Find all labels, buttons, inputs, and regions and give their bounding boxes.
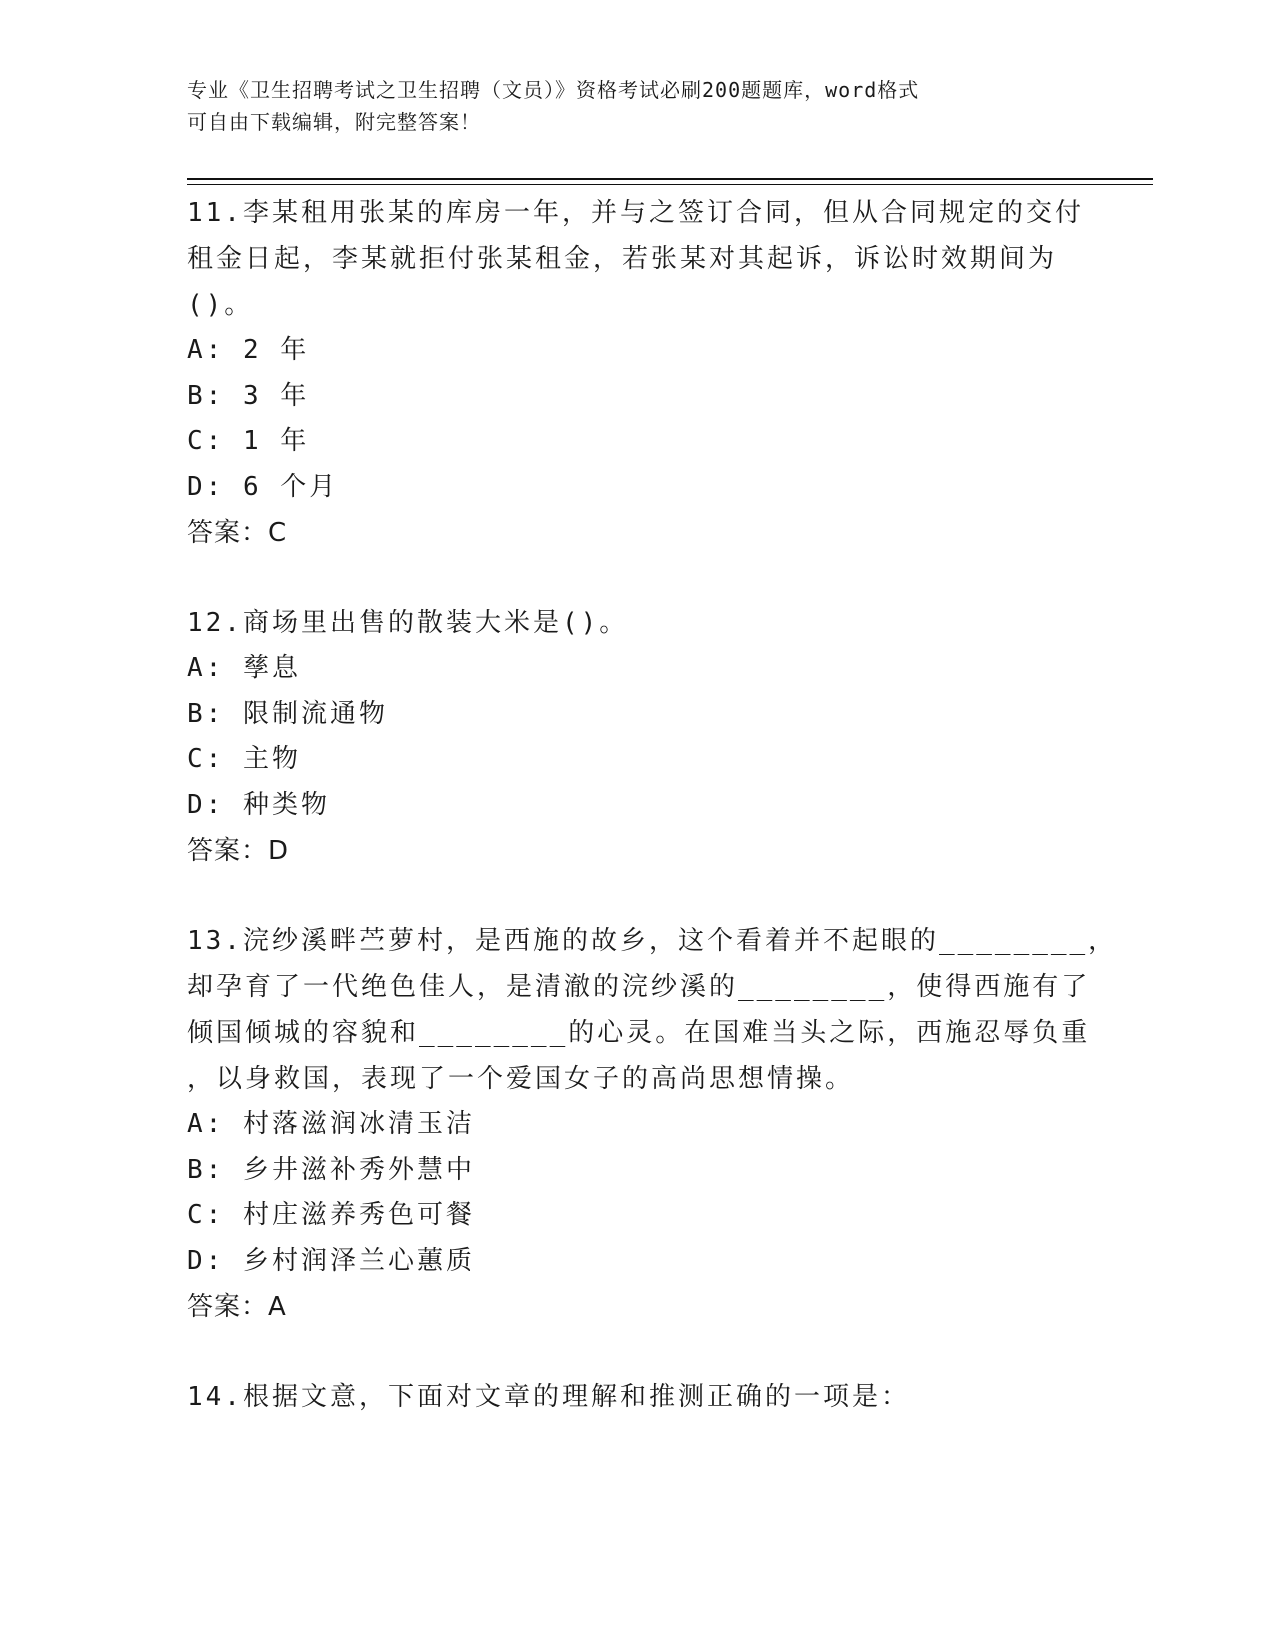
answer-line: 答案：C [187, 518, 288, 548]
option-c: C: 村庄滋养秀色可餐 [187, 1200, 475, 1230]
spacer [187, 556, 1087, 600]
spacer [187, 874, 1087, 918]
question-text-line: 11.李某租用张某的库房一年，并与之签订合同，但从合同规定的交付 [187, 198, 1084, 228]
question-text-line: 12.商场里出售的散装大米是()。 [187, 608, 629, 638]
option-d: D: 乡村润泽兰心蕙质 [187, 1245, 475, 1276]
spacer [187, 1330, 1087, 1374]
header-line: 可自由下载编辑，附完整答案！ [187, 110, 481, 134]
header-divider-thin [187, 184, 1153, 185]
option-c: C: 1 年 [187, 426, 310, 456]
header-line: 专业《卫生招聘考试之卫生招聘（文员）》资格考试必刷200题题库，word格式 [187, 78, 920, 102]
answer-line: 答案：D [187, 836, 290, 866]
option-b: B: 限制流通物 [187, 698, 388, 729]
question-text-line: 倾国倾城的容貌和________的心灵。在国难当头之际，西施忍辱负重 [187, 1018, 1091, 1048]
question-11 [187, 190, 1087, 556]
option-b: B: 乡井滋补秀外慧中 [187, 1154, 475, 1185]
question-12 [187, 600, 1087, 874]
option-a: A: 孳息 [187, 653, 301, 683]
option-d: D: 6 个月 [187, 471, 339, 502]
question-text-line: 13.浣纱溪畔苎萝村，是西施的故乡，这个看着并不起眼的________， [187, 926, 1118, 956]
question-text-line: 租金日起，李某就拒付张某租金，若张某对其起诉，诉讼时效期间为 [187, 244, 1058, 274]
option-a: A: 村落滋润冰清玉洁 [187, 1109, 475, 1139]
option-d: D: 种类物 [187, 789, 330, 820]
option-c: C: 主物 [187, 744, 301, 774]
question-text-line: 却孕育了一代绝色佳人，是清澈的浣纱溪的________，使得西施有了 [187, 972, 1091, 1002]
question-list [187, 190, 1118, 1420]
answer-line: 答案：A [187, 1292, 287, 1322]
question-text-line: ，以身救国，表现了一个爱国女子的高尚思想情操。 [187, 1064, 855, 1094]
header-divider-thick [187, 178, 1153, 180]
option-a: A: 2 年 [187, 335, 310, 365]
question-text-line: ()。 [187, 290, 254, 320]
question-13 [187, 918, 1118, 1330]
option-b: B: 3 年 [187, 380, 310, 411]
question-text-line: 14.根据文意，下面对文章的理解和推测正确的一项是： [187, 1382, 910, 1412]
question-14 [187, 1374, 1087, 1420]
document-header [187, 74, 1087, 138]
